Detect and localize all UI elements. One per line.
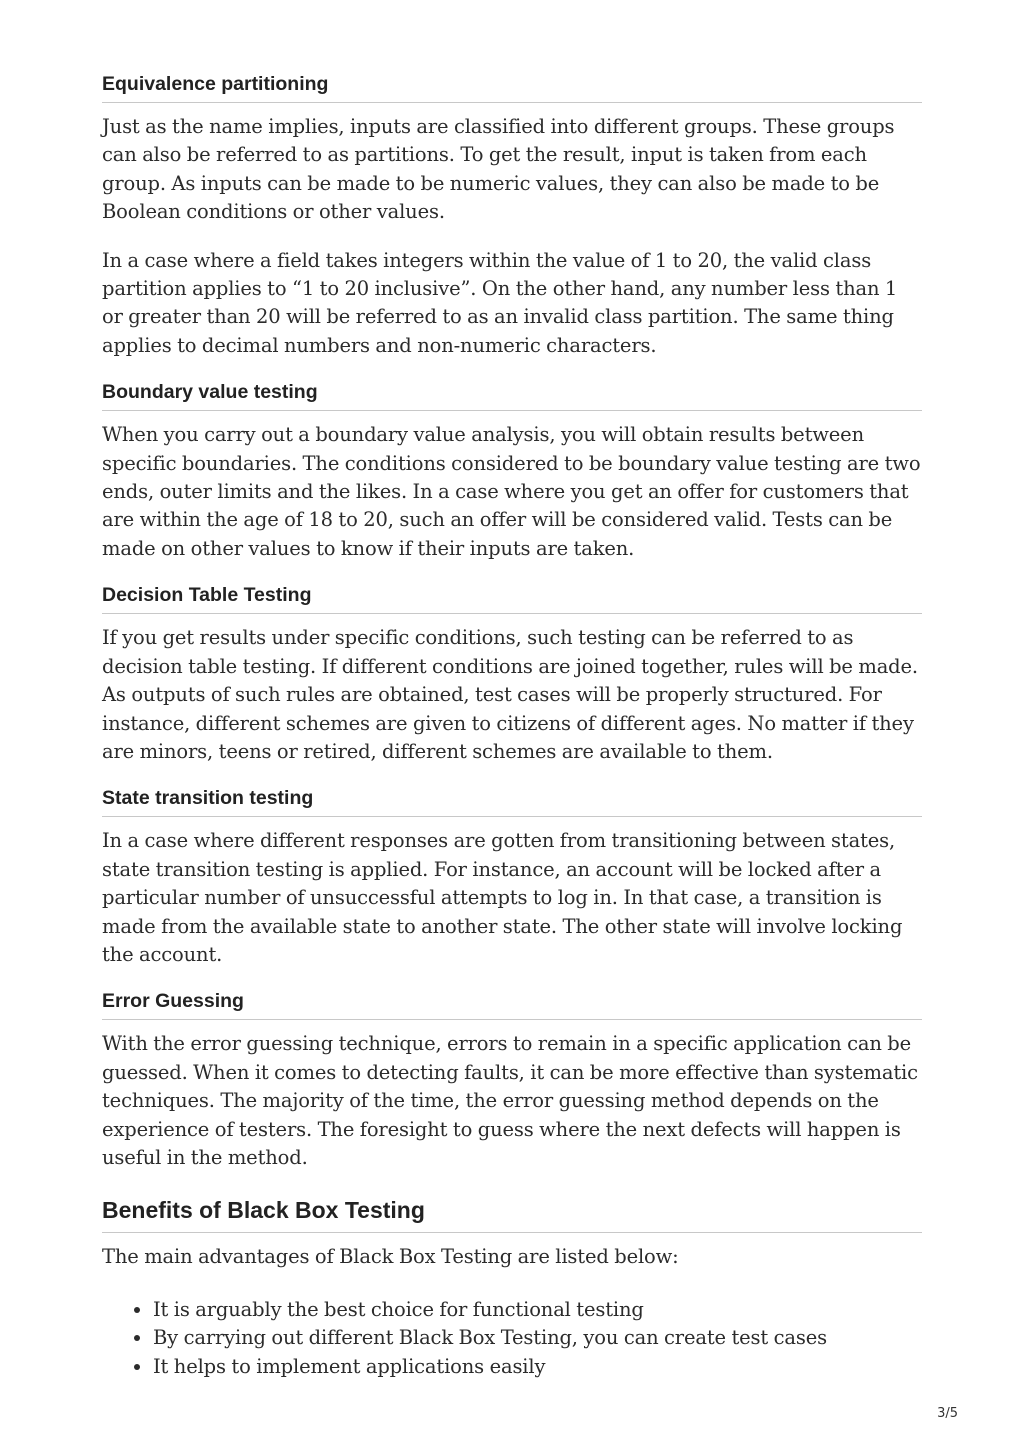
benefits-list [102,1296,922,1381]
section-heading: Boundary value testing [102,380,922,411]
paragraph: In a case where different responses are gotten from transitioning between states, state transition testing is applied. For instance, an account will be locked after a particular number of unsuccessful attempts to log in. In that case, a transition is made from the available state to another state. The other state will involve locking the account. [102,829,903,966]
list-item: • It is arguably the best choice for functional testing [153,1296,922,1324]
section-benefits [102,1196,922,1381]
paragraph: If you get results under specific conditions, such testing can be referred to as decision table testing. If different conditions are joined together, rules will be made. As outputs of such rules are obtained, test cases will be properly structured. For instance, different schemes are given to citizens of different ages. No matter if they are minors, teens or retired, different schemes are available to them. [102,626,918,763]
section-heading: State transition testing [102,786,922,817]
list-item: • By carrying out different Black Box Testing, you can create test cases [153,1324,922,1352]
paragraph: When you carry out a boundary value analysis, you will obtain results between specific boundaries. The conditions considered to be boundary value testing are two ends, outer limits and the likes. In a case where you get an offer for customers that are within the age of 18 to 20, such an offer will be considered valid. Tests can be made on other values to know if their inputs are taken. [102,423,921,560]
section-state-transition-testing [102,786,922,969]
list-item: • It helps to implement applications easily [153,1353,922,1381]
paragraph: With the error guessing technique, errors to remain in a specific application can be guessed. When it comes to detecting faults, it can be more effective than systematic techniques. The majority of the time, the error guessing method depends on the experience of testers. The foresight to guess where the next defects will happen is useful in the method. [102,1032,918,1169]
page-number: 3/5 [937,1406,958,1421]
paragraph: In a case where a field takes integers within the value of 1 to 20, the valid class partition applies to “1 to 20 inclusive”. On the other hand, any number less than 1 or greater than 20 will be referred to as an invalid class partition. The same thing applies to decimal numbers and non-numeric characters. [102,248,898,357]
benefits-heading: Benefits of Black Box Testing [102,1196,922,1233]
section-heading: Decision Table Testing [102,583,922,614]
section-error-guessing [102,989,922,1172]
benefits-intro: The main advantages of Black Box Testing are listed below: [102,1245,679,1269]
section-decision-table-testing [102,583,922,766]
section-heading: Equivalence partitioning [102,72,922,103]
section-boundary-value-testing [102,380,922,563]
document-page [102,72,922,1381]
paragraph: Just as the name implies, inputs are classified into different groups. These groups can also be referred to as partitions. To get the result, input is taken from each group. As inputs can be made to be numeric values, they can also be made to be Boolean conditions or other values. [102,115,895,224]
section-heading: Error Guessing [102,989,922,1020]
section-equivalence-partitioning [102,72,922,360]
